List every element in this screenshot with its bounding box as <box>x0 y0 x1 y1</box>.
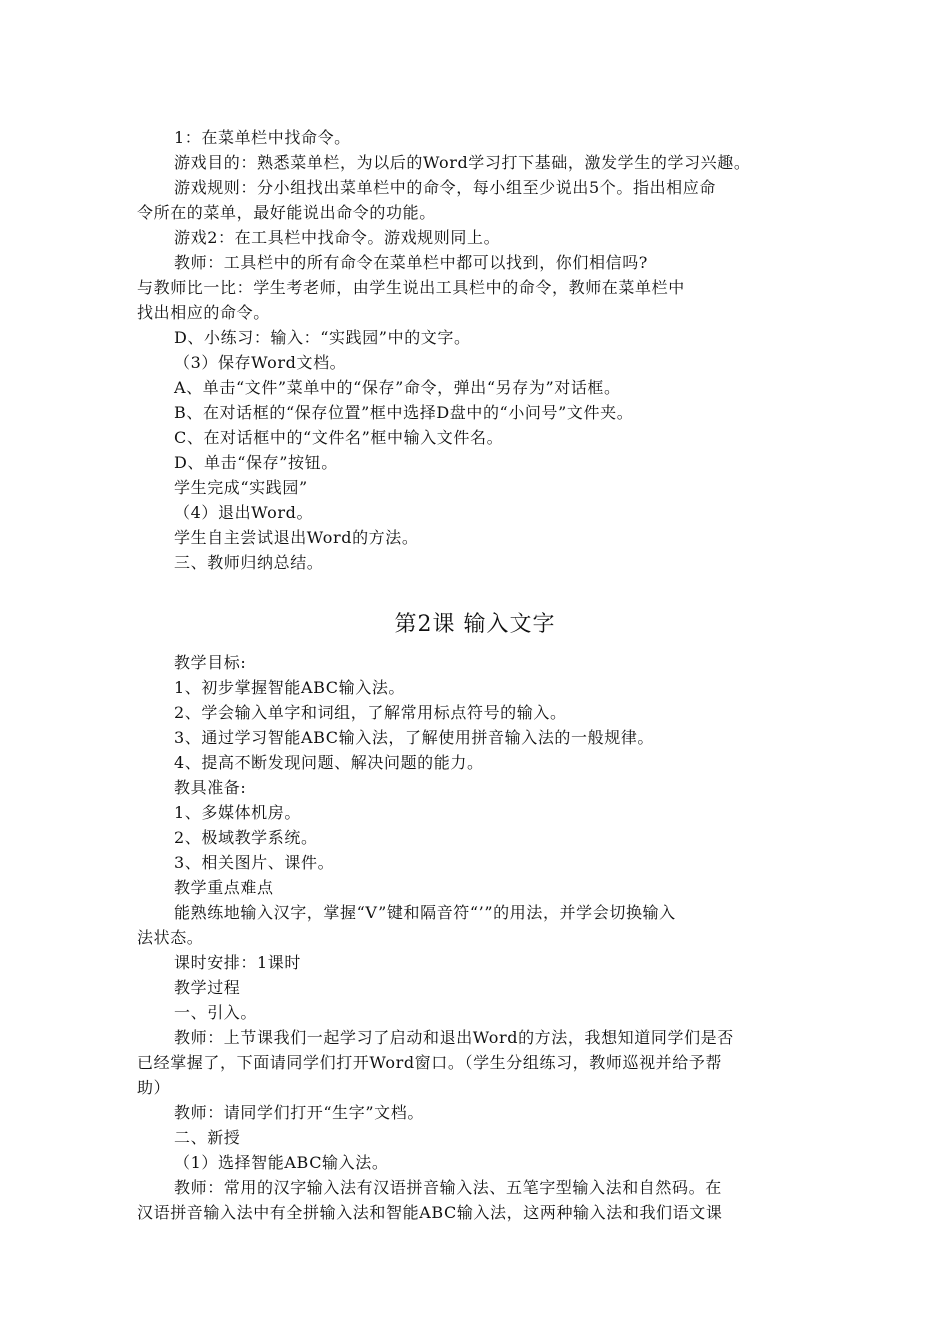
paragraph-line: 教具准备: <box>174 778 247 797</box>
paragraph-line: 三、教师归纳总结。 <box>174 553 324 572</box>
paragraph-line: 汉语拼音输入法中有全拼输入法和智能ABC输入法，这两种输入法和我们语文课 <box>137 1203 723 1222</box>
paragraph-line: 课时安排：1课时 <box>174 953 301 972</box>
paragraph-line: 助） <box>137 1078 171 1097</box>
paragraph-line: 已经掌握了，下面请同学们打开Word窗口。（学生分组练习，教师巡视并给予帮 <box>137 1053 723 1072</box>
paragraph-line: A、单击“文件”菜单中的“保存”命令，弹出“另存为”对话框。 <box>174 378 621 397</box>
paragraph-line: 游戏规则：分小组找出菜单栏中的命令，每小组至少说出5个。指出相应命 <box>174 178 716 197</box>
paragraph-line: 学生自主尝试退出Word的方法。 <box>174 528 419 547</box>
paragraph-line: 4、提高不断发现问题、解决问题的能力。 <box>174 753 484 772</box>
paragraph-line: 教学目标: <box>174 653 247 672</box>
paragraph-line: 3、相关图片、课件。 <box>174 853 335 872</box>
paragraph-line: B、在对话框的“保存位置”框中选择D盘中的“小问号”文件夹。 <box>174 403 634 422</box>
paragraph-line: D、小练习：输入：“实践园”中的文字。 <box>174 328 471 347</box>
paragraph-line: 2、极域教学系统。 <box>174 828 318 847</box>
paragraph-line: 1：在菜单栏中找命令。 <box>174 128 351 147</box>
paragraph-line: 教师：上节课我们一起学习了启动和退出Word的方法，我想知道同学们是否 <box>174 1028 734 1047</box>
paragraph-line: D、单击“保存”按钮。 <box>174 453 338 472</box>
paragraph-line: （3）保存Word文档。 <box>174 353 347 372</box>
paragraph-line: 游戏目的：熟悉菜单栏，为以后的Word学习打下基础，激发学生的学习兴趣。 <box>174 153 751 172</box>
paragraph-line: 令所在的菜单，最好能说出命令的功能。 <box>137 203 436 222</box>
paragraph-line: 1、初步掌握智能ABC输入法。 <box>174 678 406 697</box>
paragraph-line: 2、学会输入单字和词组，了解常用标点符号的输入。 <box>174 703 567 722</box>
paragraph-line: 游戏2：在工具栏中找命令。游戏规则同上。 <box>174 228 501 247</box>
paragraph-line: 二、新授 <box>174 1128 241 1147</box>
paragraph-line: 教师：常用的汉字输入法有汉语拼音输入法、五笔字型输入法和自然码。在 <box>174 1178 722 1197</box>
paragraph-line: （1）选择智能ABC输入法。 <box>174 1153 389 1172</box>
paragraph-line: 3、通过学习智能ABC输入法，了解使用拼音输入法的一般规律。 <box>174 728 655 747</box>
paragraph-line: （4）退出Word。 <box>174 503 314 522</box>
paragraph-line: 能熟练地输入汉字，掌握“V”键和隔音符“’”的用法，并学会切换输入 <box>174 903 676 922</box>
paragraph-line: 教学重点难点 <box>174 878 274 897</box>
paragraph-line: 找出相应的命令。 <box>137 303 270 322</box>
paragraph-line: 教师：请同学们打开“生字”文档。 <box>174 1103 424 1122</box>
lesson-title: 第2课 输入文字 <box>394 612 556 637</box>
paragraph-line: C、在对话框中的“文件名”框中输入文件名。 <box>174 428 504 447</box>
paragraph-line: 教师：工具栏中的所有命令在菜单栏中都可以找到，你们相信吗? <box>174 253 648 272</box>
paragraph-line: 与教师比一比：学生考老师，由学生说出工具栏中的命令，教师在菜单栏中 <box>137 278 685 297</box>
paragraph-line: 学生完成“实践园” <box>174 478 308 497</box>
paragraph-line: 法状态。 <box>137 928 204 947</box>
paragraph-line: 1、多媒体机房。 <box>174 803 301 822</box>
paragraph-line: 一、引入。 <box>174 1003 258 1022</box>
paragraph-line: 教学过程 <box>174 978 241 997</box>
